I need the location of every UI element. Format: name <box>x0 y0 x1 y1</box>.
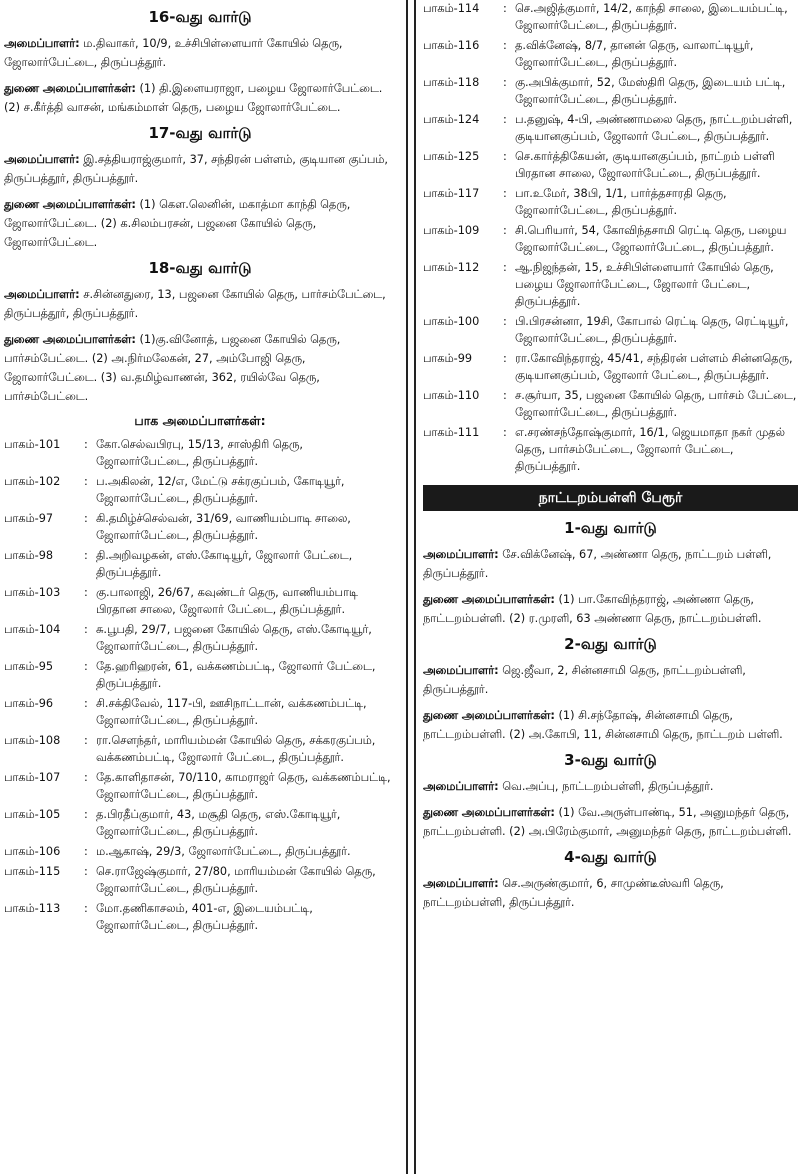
right-column <box>421 0 800 919</box>
colon: : <box>84 697 88 710</box>
booth-text: ச.சூர்யா, 35, பஜனை கோயில் தெரு, பார்சம் பேட்டை, ஜோலார்பேட்டை, திருப்பத்தூர். <box>515 389 797 419</box>
booth-label: பாகம்-96 <box>4 697 54 710</box>
deputies-paragraph <box>423 590 798 628</box>
left-column <box>0 0 404 937</box>
column-divider-left <box>406 0 408 1174</box>
booth-label: பாகம்-102 <box>4 475 61 488</box>
organizer-text: ம.திவாகர், 10/9, உச்சிபிள்ளையார் கோயில் தெரு, ஜோலார்பேட்டை, திருப்பத்தூர். <box>4 37 343 69</box>
booth-text: தே.காளிதாசன், 70/110, காமராஜர் தெரு, வக்கணம்பட்டி, ஜோலார்பேட்டை, திருப்பத்தூர். <box>96 771 391 801</box>
booth-text: எ.சரண்சந்தோஷ்குமார், 16/1, ஜெயமாதா நகர் முதல் தெரு, பார்சம்பேட்டை, ஜோலார் பேட்டை, திருப்பத்தூர். <box>515 426 785 473</box>
ward-section <box>423 848 798 912</box>
organizer-label: அமைப்பாளர்: <box>423 780 499 793</box>
ward-heading: 17-வது வார்டு <box>148 124 252 142</box>
organizer-text: சே.விக்னேஷ், 67, அண்ணா தெரு, நாட்டறம் பள்ளி, திருப்பத்தூர். <box>423 548 772 580</box>
deputies-paragraph <box>4 79 396 117</box>
deputies-text: (1)கு.வினோத், பஜனை கோயில் தெரு, பார்சம்பேட்டை. (2) அ.நிர்மலேகன், 27, அம்போஜி தெரு, ஜோலார்பேட்டை. (3) வ.தமிழ்வாணன், 362, ரயில்வே தெரு, பார்சம்பேட்டை. <box>4 333 341 403</box>
colon: : <box>84 623 88 636</box>
booth-text: பி.பிரசன்னா, 19சி, கோபால் ரெட்டி தெரு, ரெட்டியூர், ஜோலார்பேட்டை, திருப்பத்தூர். <box>515 315 789 345</box>
deputies-paragraph <box>4 195 396 252</box>
ward-heading: 16-வது வார்டு <box>148 8 252 26</box>
organizer-text: வெ.அப்பு, நாட்டறம்பள்ளி, திருப்பத்தூர். <box>498 780 714 793</box>
list-item <box>423 37 798 71</box>
deputies-paragraph <box>4 330 396 406</box>
colon: : <box>503 224 507 237</box>
organizer-text: இ.சத்தியராஜ்குமார், 37, சந்திரன் பள்ளம், குடியான குப்பம், திருப்பத்தூர், திருப்பத்தூர். <box>4 153 388 185</box>
list-item <box>423 424 798 475</box>
booth-label: பாகம்-114 <box>423 2 480 15</box>
organizer-paragraph <box>423 874 798 912</box>
booth-label: பாகம்-116 <box>423 39 480 52</box>
deputies-text: (1) கௌ.லெனின், மகாத்மா காந்தி தெரு, ஜோலார்பேட்டை. (2) க.சிலம்பரசன், பஜனை கோயில் தெரு, ஜோலார்பேட்டை. <box>4 198 351 249</box>
list-item <box>423 259 798 310</box>
colon: : <box>84 865 88 878</box>
organizer-label: அமைப்பாளர்: <box>423 877 499 890</box>
booth-text: கோ.செல்வபிரபு, 15/13, சாஸ்திரி தெரு, ஜோலார்பேட்டை, திருப்பத்தூர். <box>96 438 303 468</box>
colon: : <box>503 76 507 89</box>
booth-label: பாகம்-118 <box>423 76 480 89</box>
colon: : <box>503 426 507 439</box>
list-item <box>4 584 396 618</box>
deputies-text: (1) சி.சந்தோஷ், சின்னசாமி தெரு, நாட்டறம்பள்ளி. (2) அ.கோபி, 11, சின்னசாமி தெரு, நாட்டறம் பள்ளி. <box>423 709 783 741</box>
organizer-text: ஜெ.ஜீவா, 2, சின்னசாமி தெரு, நாட்டறம்பள்ளி, திருப்பத்தூர். <box>423 664 746 696</box>
list-item <box>4 658 396 692</box>
list-item <box>4 806 396 840</box>
list-item <box>423 387 798 421</box>
ward-section <box>4 124 396 252</box>
booth-label: பாகம்-95 <box>4 660 54 673</box>
list-item <box>4 900 396 934</box>
list-item <box>423 148 798 182</box>
booth-label: பாகம்-105 <box>4 808 61 821</box>
booth-label: பாகம்-98 <box>4 549 54 562</box>
organizer-paragraph <box>4 285 396 323</box>
organizer-text: ச.சின்னதுரை, 13, பஜனை கோயில் தெரு, பார்சம்பேட்டை, திருப்பத்தூர், திருப்பத்தூர். <box>4 288 386 320</box>
organizer-paragraph <box>423 661 798 699</box>
colon: : <box>503 150 507 163</box>
deputies-label: துணை அமைப்பாளர்கள்: <box>423 593 555 606</box>
ward-section <box>423 751 798 841</box>
list-item <box>4 843 396 860</box>
colon: : <box>503 2 507 15</box>
deputies-label: துணை அமைப்பாளர்கள்: <box>423 806 555 819</box>
booth-text: சு.பூபதி, 29/7, பஜனை கோயில் தெரு, எஸ்.கோடியூர், ஜோலார்பேட்டை, திருப்பத்தூர். <box>96 623 372 653</box>
booth-text: சி.பெரியார், 54, கோவிந்தசாமி ரெட்டி தெரு, பழைய ஜோலார்பேட்டை, ஜோலார்பேட்டை, திருப்பத்தூர். <box>515 224 787 254</box>
booth-text: தி.அறிவழகன், எஸ்.கோடியூர், ஜோலார் பேட்டை, திருப்பத்தூர். <box>96 549 353 579</box>
colon: : <box>84 734 88 747</box>
booth-text: செ.ராஜேஷ்குமார், 27/80, மாரியம்மன் கோயில் தெரு, ஜோலார்பேட்டை, திருப்பத்தூர். <box>96 865 376 895</box>
booth-text: ம.ஆகாஷ், 29/3, ஜோலார்பேட்டை, திருப்பத்தூர். <box>96 845 351 858</box>
list-item <box>423 313 798 347</box>
list-item <box>423 222 798 256</box>
ward-section <box>423 635 798 744</box>
list-item <box>4 732 396 766</box>
booth-label: பாகம்-117 <box>423 187 480 200</box>
booth-label: பாகம்-124 <box>423 113 480 126</box>
colon: : <box>503 187 507 200</box>
section-heading: பாக அமைப்பாளர்கள்: <box>134 413 266 428</box>
booth-text: கு.அபிக்குமார், 52, மேஸ்திரி தெரு, இடையம் பட்டி, ஜோலார்பேட்டை, திருப்பத்தூர். <box>515 76 786 106</box>
ward-heading: 3-வது வார்டு <box>564 751 657 769</box>
booth-label: பாகம்-107 <box>4 771 61 784</box>
deputies-text: (1) பா.கோவிந்தராஜ், அண்ணா தெரு, நாட்டறம்பள்ளி. (2) ர.முரளி, 63 அண்ணா தெரு, நாட்டறம்பள்ளி. <box>423 593 762 625</box>
booth-text: மோ.தணிகாசலம், 401-எ, இடையம்பட்டி, ஜோலார்பேட்டை, திருப்பத்தூர். <box>96 902 313 932</box>
list-item <box>423 74 798 108</box>
organizer-text: செ.அருண்குமார், 6, சாமுண்டீஸ்வரி தெரு, நாட்டறம்பள்ளி, திருப்பத்தூர். <box>423 877 724 909</box>
booth-label: பாகம்-100 <box>423 315 480 328</box>
organizer-label: அமைப்பாளர்: <box>423 664 499 677</box>
booth-label: பாகம்-125 <box>423 150 480 163</box>
list-item <box>423 185 798 219</box>
booth-label: பாகம்-110 <box>423 389 480 402</box>
deputies-text: (1) வே.அருள்பாண்டி, 51, அனுமந்தர் தெரு, நாட்டறம்பள்ளி. (2) அ.பிரேம்குமார், அனுமந்தர் தெரு, நாட்டறம்பள்ளி. <box>423 806 792 838</box>
booth-text: கு.பாலாஜி, 26/67, கவுண்டர் தெரு, வாணியம்பாடி பிரதான சாலை, ஜோலார் பேட்டை, திருப்பத்தூர். <box>96 586 358 616</box>
booth-label: பாகம்-101 <box>4 438 61 451</box>
colon: : <box>84 475 88 488</box>
colon: : <box>84 660 88 673</box>
booth-text: செ.அஜித்குமார், 14/2, காந்தி சாலை, இடையம்பட்டி, ஜோலார்பேட்டை, திருப்பத்தூர். <box>515 2 788 32</box>
list-item <box>4 769 396 803</box>
booth-text: ரா.கோவிந்தராஜ், 45/41, சந்திரன் பள்ளம் சின்னதெரு, குடியானகுப்பம், ஜோலார் பேட்டை, திருப்பத்தூர். <box>515 352 793 382</box>
deputies-text: (1) தி.இளையராஜா, பழைய ஜோலார்பேட்டை. (2) ச.கீர்த்தி வாசன், மங்கம்மாள் தெரு, பழைய ஜோலார்பேட்டை. <box>4 82 383 114</box>
booth-text: ரா.சௌந்தர், மாரியம்மன் கோயில் தெரு, சக்கரகுப்பம், வக்கணம்பட்டி, ஜோலார் பேட்டை, திருப்பத்தூர். <box>96 734 376 764</box>
deputies-label: துணை அமைப்பாளர்கள்: <box>4 82 136 95</box>
deputies-paragraph <box>423 803 798 841</box>
deputies-label: துணை அமைப்பாளர்கள்: <box>4 333 136 346</box>
booth-text: ப.அகிலன், 12/எ, மேட்டு சக்ரகுப்பம், கோடியூர், ஜோலார்பேட்டை, திருப்பத்தூர். <box>96 475 345 505</box>
list-item <box>4 695 396 729</box>
colon: : <box>503 39 507 52</box>
list-item <box>423 0 798 34</box>
booth-label: பாகம்-106 <box>4 845 61 858</box>
deputies-label: துணை அமைப்பாளர்கள்: <box>4 198 136 211</box>
colon: : <box>84 902 88 915</box>
colon: : <box>503 315 507 328</box>
booth-text: கி.தமிழ்ச்செல்வன், 31/69, வாணியம்பாடி சாலை, ஜோலார்பேட்டை, திருப்பத்தூர். <box>96 512 351 542</box>
ward-section <box>4 8 396 117</box>
booth-text: செ.கார்த்திகேயன், குடியானகுப்பம், நாட்றம் பள்ளி பிரதான சாலை, ஜோலார்பேட்டை, திருப்பத்தூர். <box>515 150 775 180</box>
ward-heading: 18-வது வார்டு <box>148 259 252 277</box>
booth-text: த.விக்னேஷ், 8/7, தானன் தெரு, வாலாட்டியூர், ஜோலார்பேட்டை, திருப்பத்தூர். <box>515 39 754 69</box>
colon: : <box>84 549 88 562</box>
booth-text: தே.ஹரிஹரன், 61, வக்கணம்பட்டி, ஜோலார் பேட்டை, திருப்பத்தூர். <box>96 660 376 690</box>
booth-text: த.பிரதீப்குமார், 43, மசூதி தெரு, எஸ்.கோடியூர், ஜோலார்பேட்டை, திருப்பத்தூர். <box>96 808 341 838</box>
ward-heading: 2-வது வார்டு <box>564 635 657 653</box>
booth-label: பாகம்-111 <box>423 426 480 439</box>
booth-text: ப.தனுஷ், 4-பி, அண்ணாமலை தெரு, நாட்டறம்பள்ளி, குடியானகுப்பம், ஜோலார் பேட்டை, திருப்பத்தூர். <box>515 113 793 143</box>
booth-text: ஆ.நிஜந்தன், 15, உச்சிபிள்ளையார் கோயில் தெரு, பழைய ஜோலார்பேட்டை, ஜோலார் பேட்டை, திருப்பத்தூர். <box>515 261 774 308</box>
colon: : <box>503 113 507 126</box>
booth-label: பாகம்-104 <box>4 623 61 636</box>
list-item <box>423 111 798 145</box>
colon: : <box>503 389 507 402</box>
list-item <box>4 621 396 655</box>
booth-label: பாகம்-103 <box>4 586 61 599</box>
booth-label: பாகம்-97 <box>4 512 54 525</box>
deputies-paragraph <box>423 706 798 744</box>
booth-text: பா.உமேர், 38பி, 1/1, பார்த்தசாரதி தெரு, ஜோலார்பேட்டை, திருப்பத்தூர். <box>515 187 727 217</box>
section-banner: நாட்டறம்பள்ளி பேரூர் <box>423 485 798 511</box>
ward-section <box>423 519 798 628</box>
list-item <box>4 436 396 470</box>
organizer-label: அமைப்பாளர்: <box>423 548 499 561</box>
organizer-paragraph <box>4 150 396 188</box>
booth-label: பாகம்-109 <box>423 224 480 237</box>
list-item <box>4 473 396 507</box>
list-item <box>423 350 798 384</box>
colon: : <box>503 261 507 274</box>
colon: : <box>84 586 88 599</box>
ward-heading: 1-வது வார்டு <box>564 519 657 537</box>
booth-label: பாகம்-112 <box>423 261 480 274</box>
list-item <box>4 863 396 897</box>
deputies-label: துணை அமைப்பாளர்கள்: <box>423 709 555 722</box>
booth-text: சி.சக்திவேல், 117-பி, ஊசிநாட்டான், வக்கணம்பட்டி, ஜோலார்பேட்டை, திருப்பத்தூர். <box>96 697 367 727</box>
colon: : <box>84 438 88 451</box>
booth-label: பாகம்-115 <box>4 865 61 878</box>
organizer-label: அமைப்பாளர்: <box>4 288 80 301</box>
booth-label: பாகம்-108 <box>4 734 61 747</box>
ward-heading: 4-வது வார்டு <box>564 848 657 866</box>
colon: : <box>84 808 88 821</box>
organizer-paragraph <box>4 34 396 72</box>
column-divider-right <box>414 0 416 1174</box>
colon: : <box>84 512 88 525</box>
list-item <box>4 547 396 581</box>
organizer-label: அமைப்பாளர்: <box>4 153 80 166</box>
ward-section <box>4 259 396 406</box>
colon: : <box>84 845 88 858</box>
list-item <box>4 510 396 544</box>
booth-label: பாகம்-113 <box>4 902 61 915</box>
organizer-paragraph <box>423 777 798 796</box>
colon: : <box>503 352 507 365</box>
colon: : <box>84 771 88 784</box>
booth-label: பாகம்-99 <box>423 352 473 365</box>
organizer-paragraph <box>423 545 798 583</box>
organizer-label: அமைப்பாளர்: <box>4 37 80 50</box>
